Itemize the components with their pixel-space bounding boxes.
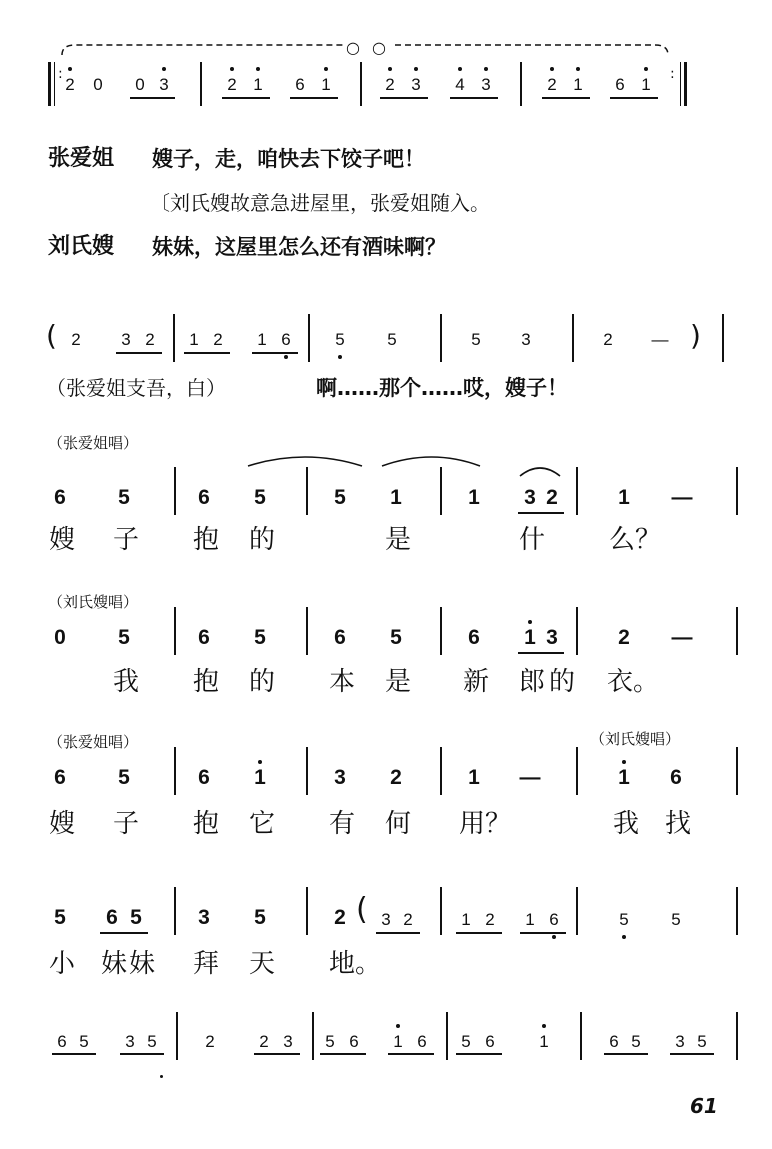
note: 6 bbox=[670, 766, 682, 789]
note: 6 bbox=[54, 486, 66, 509]
underline bbox=[52, 1053, 96, 1055]
stage-direction: （张爱姐支吾，白） bbox=[46, 376, 226, 400]
barline bbox=[306, 747, 308, 795]
note: 2 bbox=[390, 766, 402, 789]
underline bbox=[120, 1053, 164, 1055]
underline bbox=[376, 932, 420, 934]
lyric: 的 bbox=[548, 667, 575, 697]
note: 3 bbox=[334, 766, 346, 789]
note: 2 bbox=[334, 906, 346, 929]
stage-direction: 〔刘氏嫂故意急进屋里，张爱姐随入。 bbox=[150, 191, 490, 215]
note: 5 bbox=[697, 1032, 707, 1051]
note: 0 bbox=[135, 75, 145, 94]
lyric: 妹 bbox=[128, 949, 155, 979]
barline bbox=[176, 1012, 178, 1060]
underline bbox=[254, 1053, 300, 1055]
note: 6 bbox=[198, 766, 210, 789]
note: 5 bbox=[329, 329, 351, 351]
note: 2 bbox=[259, 1032, 269, 1051]
note: 1 bbox=[468, 486, 480, 509]
singer-label: （刘氏嫂唱） bbox=[48, 593, 139, 611]
note: 5 bbox=[325, 1032, 335, 1051]
note: 5 bbox=[254, 906, 266, 929]
barline bbox=[576, 467, 578, 515]
lyric: 是 bbox=[384, 525, 411, 555]
page-number: 61 bbox=[690, 1094, 718, 1118]
underline bbox=[670, 1053, 714, 1055]
underline bbox=[100, 932, 148, 934]
note: 2 bbox=[618, 626, 630, 649]
lyric: 我 bbox=[612, 809, 639, 839]
open-paren: ( bbox=[356, 892, 368, 927]
note: 3 bbox=[546, 626, 558, 649]
barline-end bbox=[736, 1012, 738, 1060]
underline bbox=[518, 512, 564, 514]
note: 3 bbox=[521, 330, 531, 349]
note: 1 bbox=[257, 330, 267, 349]
note: 5 bbox=[147, 1032, 157, 1051]
dash: — bbox=[651, 330, 669, 349]
note: 3 bbox=[198, 906, 210, 929]
note: 1 bbox=[315, 74, 337, 96]
note: 1 bbox=[618, 486, 630, 509]
barline bbox=[440, 887, 442, 935]
note: 2 bbox=[379, 74, 401, 96]
note: 0 bbox=[93, 75, 103, 94]
barline bbox=[306, 887, 308, 935]
note: 3 bbox=[125, 1032, 135, 1051]
note: 3 bbox=[153, 74, 175, 96]
barline bbox=[174, 887, 176, 935]
lyric: 是 bbox=[384, 667, 411, 697]
lyric: 天 bbox=[248, 949, 275, 979]
note: 5 bbox=[671, 910, 681, 929]
open-paren: ( bbox=[46, 319, 57, 352]
lyric: 什 bbox=[518, 525, 545, 555]
lyric: 本 bbox=[328, 667, 355, 697]
barline bbox=[576, 887, 578, 935]
note: 1 bbox=[461, 910, 471, 929]
underline bbox=[518, 652, 564, 654]
lyric: 嫂 bbox=[48, 809, 75, 839]
note: 2 bbox=[71, 330, 81, 349]
singer-label: （张爱姐唱） bbox=[48, 733, 139, 751]
note: 3 bbox=[121, 330, 131, 349]
lyric: 小 bbox=[48, 949, 75, 979]
barline-end bbox=[736, 887, 738, 935]
note: 5 bbox=[390, 626, 402, 649]
note: 2 bbox=[403, 910, 413, 929]
note: 5 bbox=[79, 1032, 89, 1051]
note: 1 bbox=[189, 330, 199, 349]
barline bbox=[580, 1012, 582, 1060]
underline bbox=[388, 1053, 434, 1055]
barline-end bbox=[736, 467, 738, 515]
barline bbox=[174, 747, 176, 795]
note: 6 bbox=[106, 906, 118, 929]
speaker-name: 刘氏嫂 bbox=[48, 234, 115, 259]
lyric: 子 bbox=[112, 809, 139, 839]
note: 2 bbox=[546, 486, 558, 509]
barline bbox=[440, 747, 442, 795]
spoken-line: 啊……那个……哎，嫂子！ bbox=[316, 376, 568, 400]
note: 1 bbox=[525, 910, 535, 929]
lyric: 我 bbox=[112, 667, 139, 697]
note: 6 bbox=[57, 1032, 67, 1051]
note: 6 bbox=[485, 1032, 495, 1051]
repeat-circle-1: ○ bbox=[346, 38, 360, 57]
underline bbox=[456, 932, 502, 934]
speaker-name: 张爱姐 bbox=[48, 146, 115, 171]
lyric: 找 bbox=[664, 809, 691, 839]
note: 6 bbox=[295, 75, 305, 94]
note: 1 bbox=[613, 767, 635, 789]
note: 6 bbox=[334, 626, 346, 649]
note: 6 bbox=[198, 626, 210, 649]
barline bbox=[174, 467, 176, 515]
note: 1 bbox=[635, 74, 657, 96]
note: 1 bbox=[468, 766, 480, 789]
underline bbox=[604, 1053, 648, 1055]
lyric: 何 bbox=[384, 809, 411, 839]
barline bbox=[576, 747, 578, 795]
note: 6 bbox=[54, 766, 66, 789]
note: 2 bbox=[205, 1032, 215, 1051]
note: 6 bbox=[615, 75, 625, 94]
note: 2 bbox=[603, 330, 613, 349]
note: 2 bbox=[485, 910, 495, 929]
singer-label: （刘氏嫂唱） bbox=[590, 730, 681, 748]
note: 3 bbox=[283, 1032, 293, 1051]
note: 2 bbox=[59, 74, 81, 96]
note: 5 bbox=[54, 906, 66, 929]
note: 2 bbox=[221, 74, 243, 96]
barline-end bbox=[736, 747, 738, 795]
barline bbox=[306, 607, 308, 655]
note: 1 bbox=[249, 767, 271, 789]
note: 5 bbox=[631, 1032, 641, 1051]
dash: — bbox=[519, 766, 541, 789]
barline bbox=[306, 467, 308, 515]
note: 5 bbox=[387, 330, 397, 349]
note: 2 bbox=[145, 330, 155, 349]
dash: — bbox=[671, 486, 693, 509]
lyric: 的 bbox=[248, 667, 275, 697]
note: 1 bbox=[247, 74, 269, 96]
lyric: 妹 bbox=[100, 949, 127, 979]
note: 3 bbox=[381, 910, 391, 929]
note: 5 bbox=[254, 626, 266, 649]
lyric: 子 bbox=[112, 525, 139, 555]
barline bbox=[312, 1012, 314, 1060]
note: 5 bbox=[334, 486, 346, 509]
repeat-dots-right: : bbox=[670, 66, 675, 82]
note: 5 bbox=[118, 766, 130, 789]
barline bbox=[446, 1012, 448, 1060]
note: 1 bbox=[519, 627, 541, 649]
note: 6 bbox=[417, 1032, 427, 1051]
underline bbox=[456, 1053, 502, 1055]
note: 5 bbox=[130, 906, 142, 929]
note: 6 bbox=[349, 1032, 359, 1051]
barline-end bbox=[736, 607, 738, 655]
lyric: 拜 bbox=[192, 949, 219, 979]
note: 5 bbox=[613, 909, 635, 931]
note: 3 bbox=[475, 74, 497, 96]
close-paren: ) bbox=[690, 319, 701, 352]
note: 3 bbox=[405, 74, 427, 96]
note: 6 bbox=[468, 626, 480, 649]
lyric: 抱 bbox=[192, 809, 219, 839]
note: 2 bbox=[541, 74, 563, 96]
note: 1 bbox=[387, 1031, 409, 1053]
lyric: 它 bbox=[248, 809, 275, 839]
barline bbox=[440, 607, 442, 655]
lyric: 抱 bbox=[192, 667, 219, 697]
dash: — bbox=[671, 626, 693, 649]
note: 4 bbox=[449, 74, 471, 96]
note: 3 bbox=[675, 1032, 685, 1051]
note: 1 bbox=[390, 486, 402, 509]
note: 5 bbox=[118, 626, 130, 649]
note: 1 bbox=[533, 1031, 555, 1053]
repeat-dots-left: : bbox=[58, 66, 63, 82]
lyric: 衣。 bbox=[607, 667, 660, 697]
note: 5 bbox=[118, 486, 130, 509]
note: 6 bbox=[609, 1032, 619, 1051]
note: 3 bbox=[524, 486, 536, 509]
singer-label: （张爱姐唱） bbox=[48, 434, 139, 452]
lyric: 新 bbox=[462, 667, 489, 697]
note: 5 bbox=[471, 330, 481, 349]
note: 5 bbox=[461, 1032, 471, 1051]
note: 6 bbox=[275, 329, 297, 351]
lyric: 嫂 bbox=[48, 525, 75, 555]
lyric: 抱 bbox=[192, 525, 219, 555]
note: 6 bbox=[198, 486, 210, 509]
underline bbox=[320, 1053, 366, 1055]
note: 6 bbox=[543, 909, 565, 931]
lyric: 的 bbox=[248, 525, 275, 555]
barline bbox=[576, 607, 578, 655]
lyric: 郎 bbox=[518, 667, 545, 697]
barline bbox=[174, 607, 176, 655]
note: 1 bbox=[567, 74, 589, 96]
note: 2 bbox=[213, 330, 223, 349]
lyric: 有 bbox=[328, 809, 355, 839]
note: 5 bbox=[254, 486, 266, 509]
lyric: 用？ bbox=[459, 809, 512, 839]
print-speck bbox=[160, 1075, 163, 1078]
dialogue-line: 嫂子，走，咱快去下饺子吧！ bbox=[152, 147, 425, 171]
note: 0 bbox=[54, 626, 66, 649]
repeat-circle-2: ○ bbox=[372, 38, 386, 57]
lyric: 地。 bbox=[329, 949, 382, 979]
barline bbox=[440, 467, 442, 515]
lyric: 么？ bbox=[609, 525, 662, 555]
underline bbox=[520, 932, 566, 934]
dialogue-line: 妹妹，这屋里怎么还有酒味啊？ bbox=[152, 235, 446, 259]
